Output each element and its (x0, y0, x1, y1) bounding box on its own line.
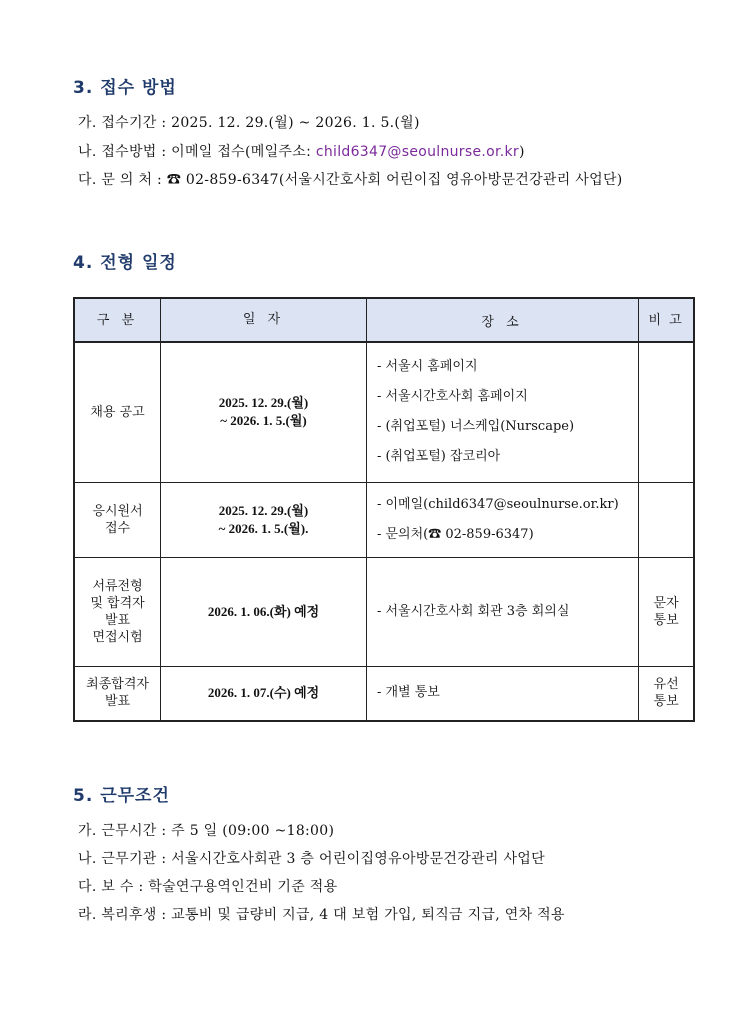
header-note: 비 고 (639, 298, 694, 342)
category-line: 및 합격자 (90, 595, 145, 611)
date-line: 2026. 1. 06.(화) 예정 (207, 603, 320, 619)
place-line: - 이메일(child6347@seoulnurse.or.kr) (376, 496, 619, 512)
row-place (366, 666, 638, 721)
date-line: 2025. 12. 29.(월) (218, 502, 309, 518)
section-3-heading: 3. 접수 방법 (73, 78, 177, 98)
row-date (161, 342, 367, 482)
table-row (74, 666, 694, 721)
email-address-label: 메일주소: (250, 144, 316, 160)
schedule-table (73, 297, 695, 722)
category-line: 발표 (104, 612, 131, 628)
category-line: 면접시험 (92, 629, 143, 645)
closing-paren: ) (518, 144, 525, 160)
note-line: 통보 (653, 612, 679, 628)
place-line: - 개별 통보 (376, 685, 440, 701)
row-place (366, 482, 638, 557)
section-4-heading: 4. 전형 일정 (73, 253, 177, 273)
row-place (366, 342, 638, 482)
work-hours: 가. 근무시간 : 주 5 일 (09:00 ~18:00) (78, 823, 335, 839)
work-place: 나. 근무기관 : 서울시간호사회관 3 층 어린이집영유아방문건강관리 사업단 (78, 851, 545, 867)
row-date (161, 557, 367, 666)
table-row (74, 557, 694, 666)
place-line: - 서울시 홈페이지 (376, 359, 478, 375)
table-header-row (74, 298, 694, 342)
header-place: 장 소 (366, 298, 638, 342)
place-line: - (취업포털) 잡코리아 (376, 449, 501, 465)
row-category (74, 557, 161, 666)
note-line: 통보 (653, 694, 679, 710)
place-line: - 문의처(☎ 02-859-6347) (376, 526, 534, 542)
category-line: 서류전형 (92, 578, 143, 594)
reception-method (78, 141, 525, 161)
place-line: - 서울시간호사회 회관 3층 회의실 (376, 603, 570, 619)
reception-period (78, 112, 420, 132)
inquiry-label: 다. 문 의 처 : (78, 172, 167, 188)
category-line: 채용 공고 (90, 404, 145, 420)
row-date (161, 666, 367, 721)
category-line: 응시원서 (92, 503, 143, 519)
header-date: 일 자 (161, 298, 367, 342)
place-line: - 서울시간호사회 홈페이지 (376, 389, 528, 405)
place-line: - (취업포털) 너스케입(Nurscape) (376, 419, 575, 435)
category-line: 최종합격자 (86, 677, 149, 693)
date-line: 2026. 1. 07.(수) 예정 (207, 685, 320, 701)
table-row (74, 482, 694, 557)
row-category (74, 482, 161, 557)
header-category: 구 분 (74, 298, 161, 342)
date-line: ~ 2026. 1. 5.(월). (218, 520, 309, 536)
row-note (639, 482, 694, 557)
reception-method-value: 이메일 접수( (171, 144, 251, 160)
inquiry-contact (78, 169, 623, 189)
phone-icon: ☎ (166, 172, 182, 188)
reception-method-label: 나. 접수방법 : (78, 144, 172, 160)
table-row (74, 342, 694, 482)
category-line: 발표 (104, 694, 131, 710)
note-line: 유선 (653, 677, 679, 693)
date-line: 2025. 12. 29.(월) (218, 395, 309, 411)
inquiry-value: 02-859-6347(서울시간호사회 어린이집 영유아방문건강관리 사업단) (181, 172, 623, 188)
row-category (74, 666, 161, 721)
row-note (639, 557, 694, 666)
date-line: ~ 2026. 1. 5.(월) (220, 413, 307, 429)
row-note (639, 666, 694, 721)
note-line: 문자 (653, 595, 679, 611)
salary: 다. 보 수 : 학술연구용역인건비 기준 적용 (78, 879, 338, 895)
row-date (161, 482, 367, 557)
row-category (74, 342, 161, 482)
benefits: 라. 복리후생 : 교통비 및 급량비 지급, 4 대 보험 가입, 퇴직금 지급, 연차 적용 (78, 907, 565, 923)
reception-period-value: 2025. 12. 29.(월) ~ 2026. 1. 5.(월) (171, 115, 420, 131)
row-note (639, 342, 694, 482)
section-5-heading: 5. 근무조건 (73, 786, 170, 806)
row-place (366, 557, 638, 666)
category-line: 접수 (104, 520, 131, 536)
email-link[interactable]: child6347@seoulnurse.or.kr (315, 144, 519, 160)
reception-period-label: 가. 접수기간 : (78, 115, 172, 131)
